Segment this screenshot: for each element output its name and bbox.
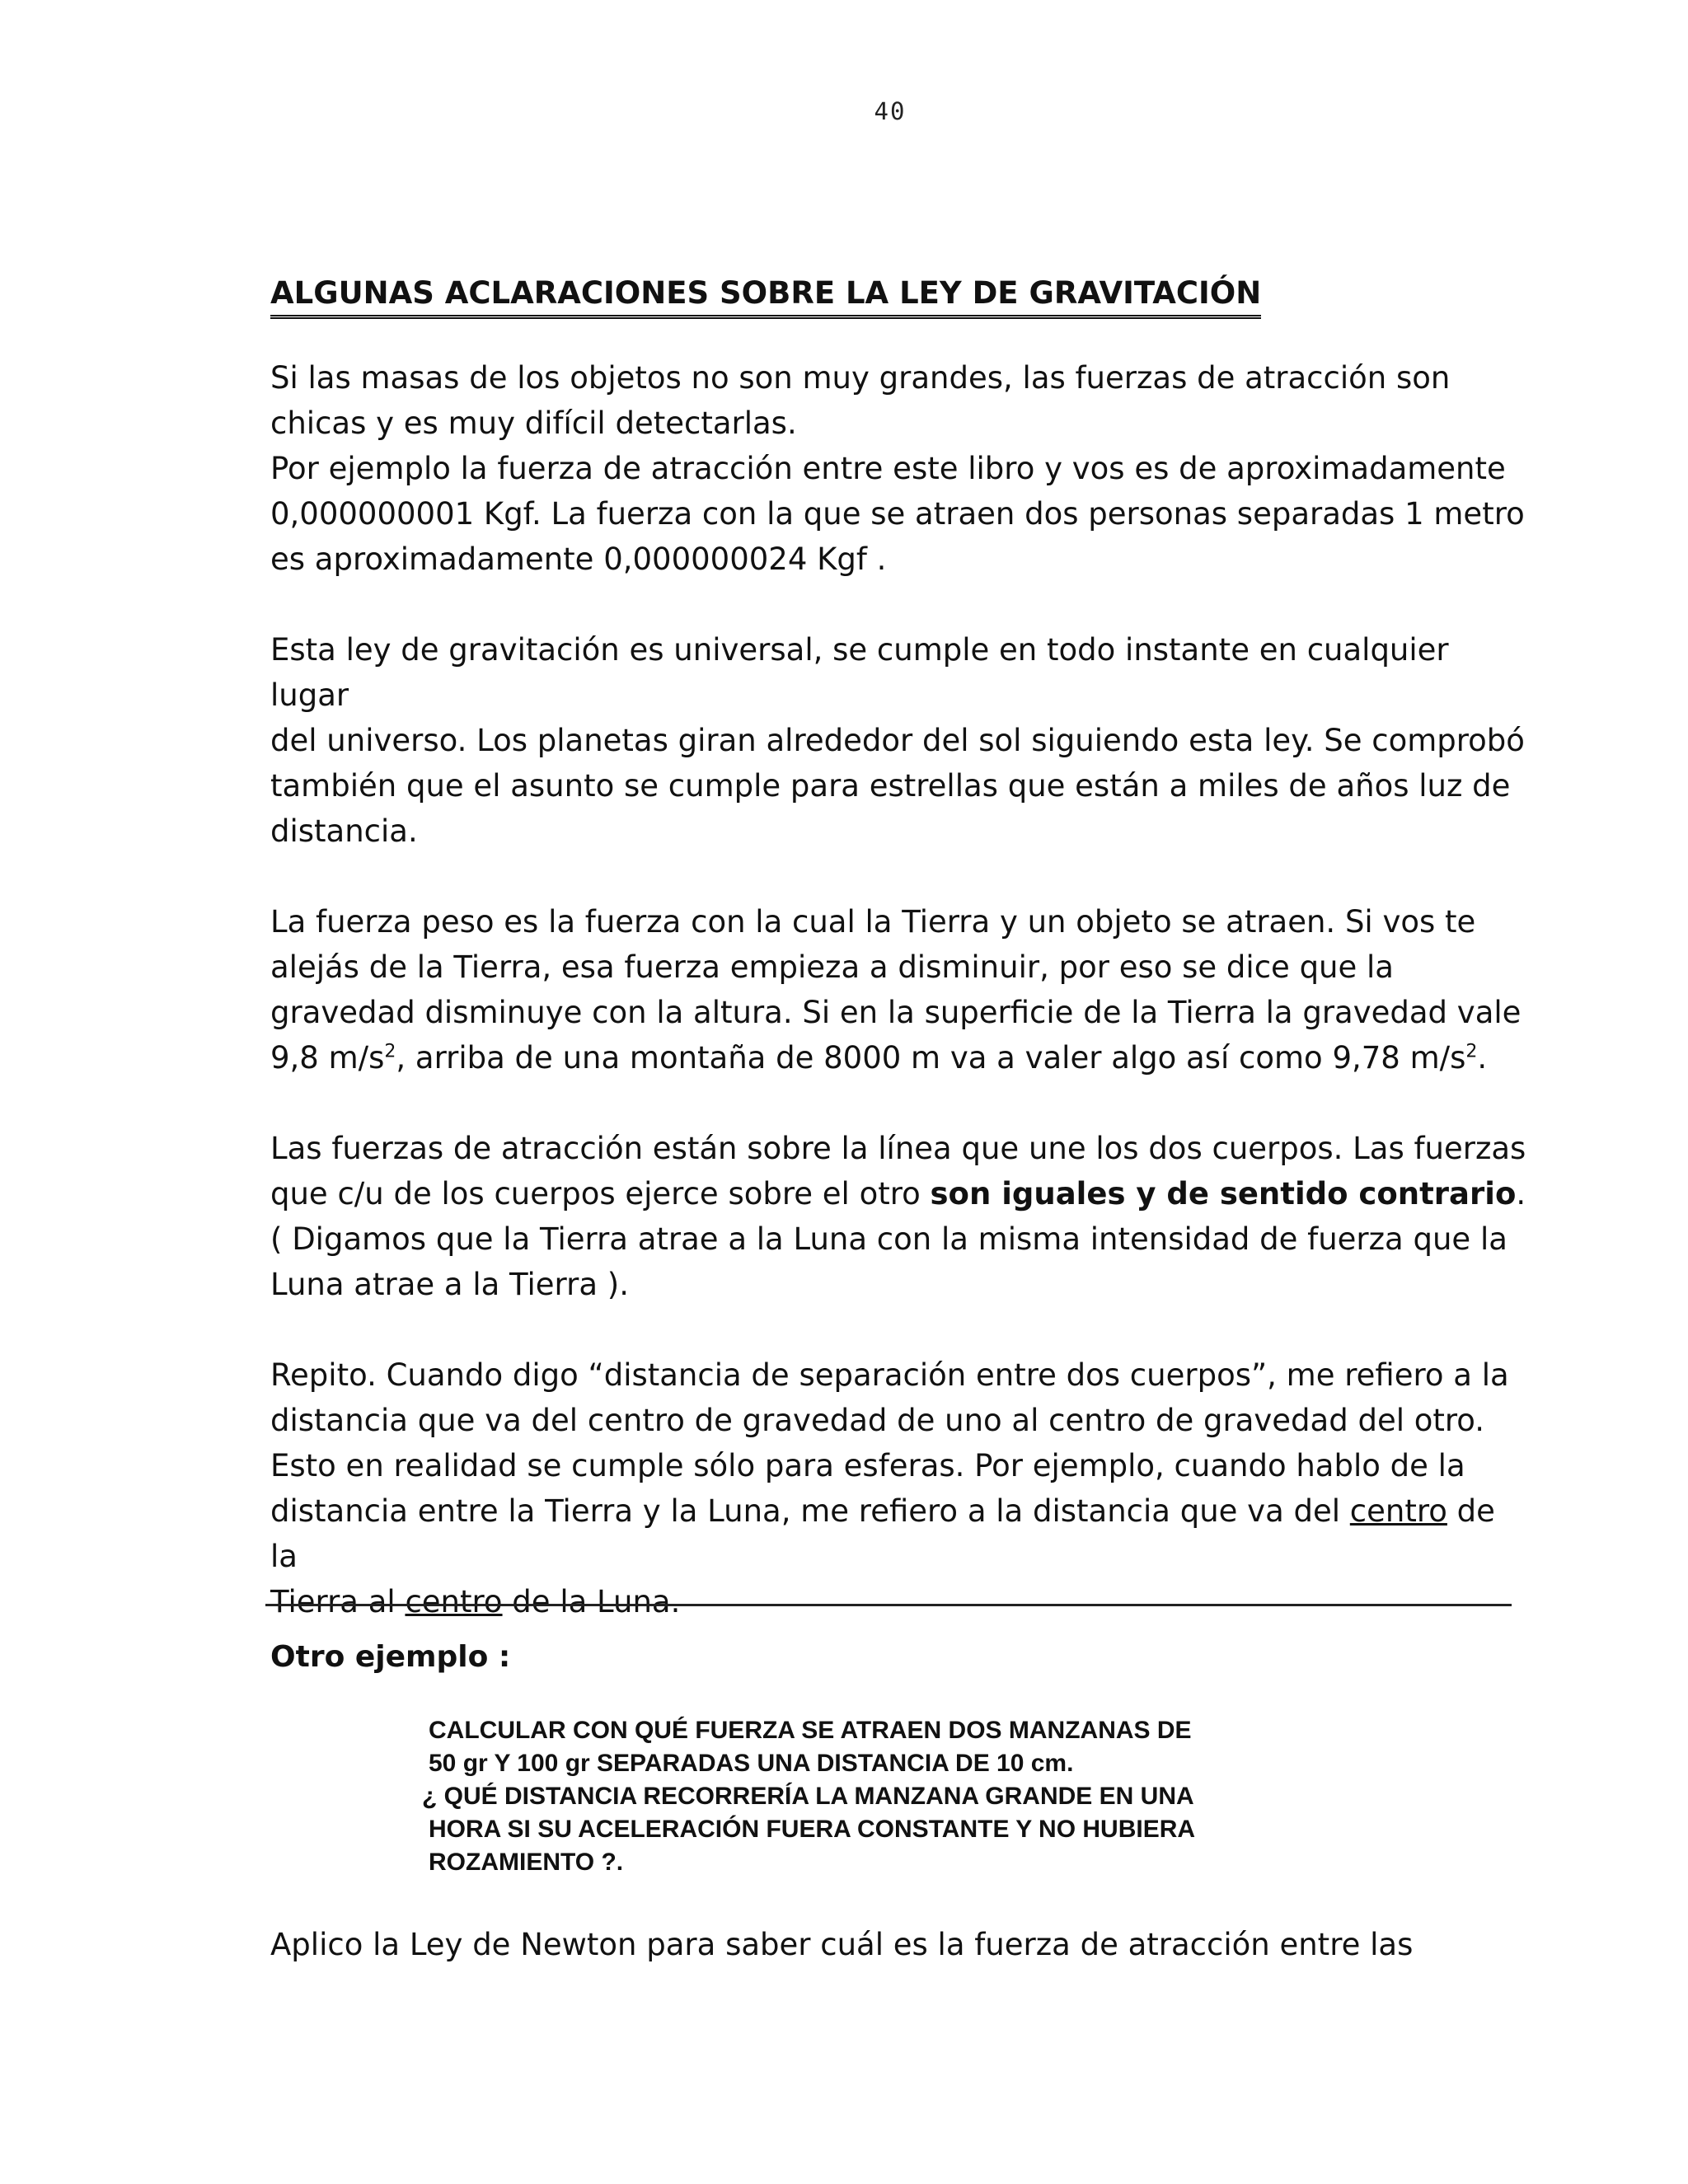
- paragraph-distance-definition: [270, 1352, 1531, 1624]
- text-line: Esta ley de gravitación es universal, se cumple en todo instante en cualquier lugar: [270, 632, 1449, 713]
- underlined-word: centro: [405, 1584, 503, 1619]
- problem-line: HORA SI SU ACELERACIÓN FUERA CONSTANTE Y NO HUBIERA: [429, 1816, 1196, 1843]
- problem-line: CALCULAR CON QUÉ FUERZA SE ATRAEN DOS MANZANAS DE: [429, 1717, 1192, 1744]
- text-line: 9,8 m/s: [270, 1040, 385, 1076]
- text-line: Tierra al: [270, 1584, 406, 1619]
- text-line: Esto en realidad se cumple sólo para esferas. Por ejemplo, cuando hablo de la: [270, 1448, 1465, 1483]
- text-line: , arriba de una montaña de 8000 m va a valer algo así como 9,78 m/s: [396, 1040, 1466, 1076]
- text-line: gravedad disminuye con la altura. Si en la superficie de la Tierra la gravedad vale: [270, 995, 1522, 1030]
- problem-line: ¿ QUÉ DISTANCIA RECORRERÍA LA MANZANA GRANDE EN UNA: [422, 1783, 1194, 1810]
- text-line: Las fuerzas de atracción están sobre la línea que une los dos cuerpos. Las fuerzas: [270, 1131, 1526, 1166]
- problem-statement: [422, 1714, 1378, 1879]
- superscript: 2: [1465, 1041, 1478, 1062]
- text-line: Si las masas de los objetos no son muy grandes, las fuerzas de atracción son: [270, 360, 1451, 396]
- paragraph-action-reaction: [270, 1126, 1531, 1307]
- bold-emphasis: son iguales y de sentido contrario: [930, 1176, 1517, 1212]
- text-line: la: [270, 1539, 298, 1574]
- text-line: .: [1477, 1040, 1488, 1076]
- underlined-word: centro: [1349, 1493, 1447, 1529]
- text-line: alejás de la Tierra, esa fuerza empieza a disminuir, por eso se dice que la: [270, 949, 1394, 985]
- section-title: ALGUNAS ACLARACIONES SOBRE LA LEY DE GRAVITACIÓN: [270, 274, 1261, 319]
- text-line: Por ejemplo la fuerza de atracción entre este libro y vos es de aproximadamente: [270, 451, 1506, 486]
- text-line: distancia.: [270, 813, 418, 849]
- text-line: también que el asunto se cumple para estrellas que están a miles de años luz de: [270, 768, 1511, 804]
- text-line: Luna atrae a la Tierra ).: [270, 1267, 629, 1302]
- text-line: distancia que va del centro de gravedad de uno al centro de gravedad del otro.: [270, 1403, 1485, 1438]
- problem-line: 50 gr Y 100 gr SEPARADAS UNA DISTANCIA DE 10 cm.: [429, 1750, 1074, 1777]
- text-line: distancia entre la Tierra y la Luna, me refiero a la distancia que va del: [270, 1493, 1350, 1529]
- text-line: que c/u de los cuerpos ejerce sobre el otro: [270, 1176, 931, 1212]
- text-line: Repito. Cuando digo “distancia de separación entre dos cuerpos”, me refiero a la: [270, 1357, 1509, 1393]
- paragraph-weight-force: [270, 899, 1531, 1080]
- page-number: 40: [874, 97, 907, 125]
- text-line: chicas y es muy difícil detectarlas.: [270, 405, 797, 441]
- text-line: 0,000000001 Kgf. La fuerza con la que se atraen dos personas separadas 1 metro: [270, 496, 1525, 532]
- document-body: [270, 274, 1531, 1624]
- horizontal-divider: [265, 1604, 1512, 1606]
- text-line: es aproximadamente 0,000000024 Kgf .: [270, 541, 887, 577]
- superscript: 2: [384, 1041, 396, 1062]
- text-line: del universo. Los planetas giran alrededor del sol siguiendo esta ley. Se comprobó: [270, 723, 1525, 758]
- paragraph-universal-law: [270, 627, 1531, 854]
- paragraph-small-masses: [270, 355, 1531, 582]
- example-heading: Otro ejemplo :: [270, 1640, 511, 1674]
- text-line: La fuerza peso es la fuerza con la cual la Tierra y un objeto se atraen. Si vos te: [270, 904, 1476, 940]
- text-line: de la Luna.: [502, 1584, 681, 1619]
- problem-line: ROZAMIENTO ?.: [429, 1849, 624, 1876]
- solution-intro-line: Aplico la Ley de Newton para saber cuál es la fuerza de atracción entre las: [270, 1927, 1414, 1962]
- text-line: .: [1516, 1176, 1526, 1212]
- text-line: de: [1447, 1493, 1495, 1529]
- text-line: ( Digamos que la Tierra atrae a la Luna con la misma intensidad de fuerza que la: [270, 1221, 1507, 1257]
